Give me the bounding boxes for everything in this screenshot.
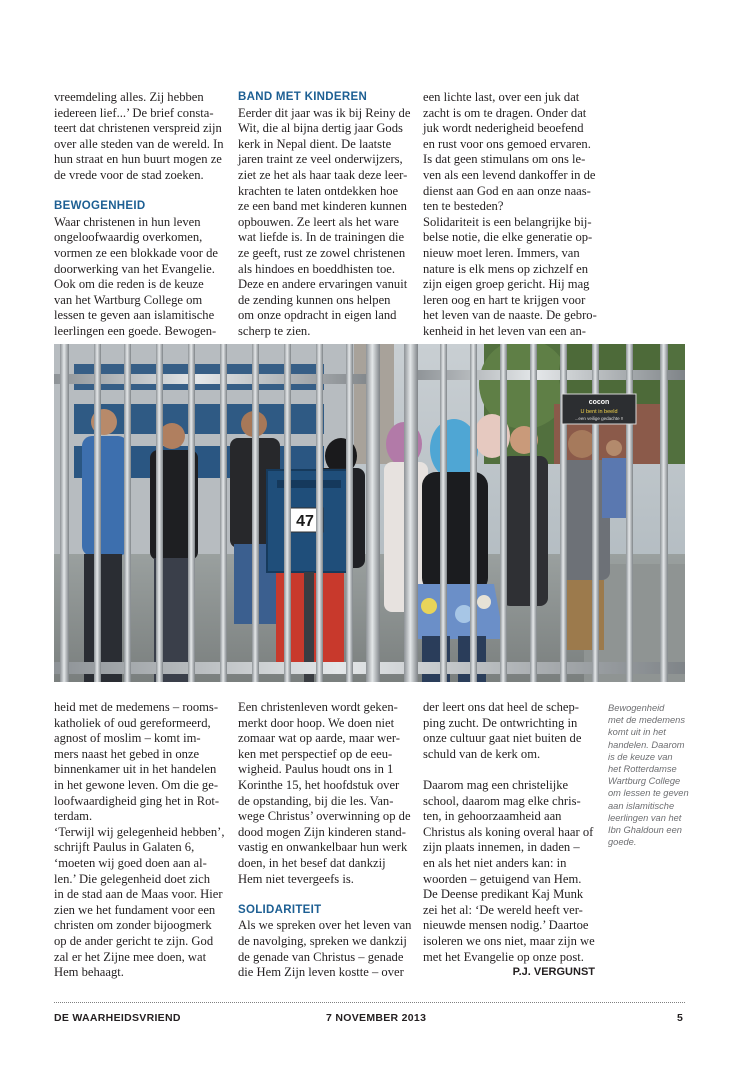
text-line: de opstanding, bij die les. Van-	[238, 793, 394, 808]
text-line: krachten te laten ontdekken hoe	[238, 183, 399, 198]
text-line: mers naast het gebed in onze	[54, 746, 200, 761]
column-2-bottom	[238, 700, 414, 981]
text-line: de zending kunnen ons helpen	[238, 292, 391, 307]
text-line: ‘moeten wij goed doen aan al-	[54, 855, 207, 870]
text-line: merkt door hoop. We doen niet	[238, 715, 395, 730]
text-line: dood mogen Zijn kinderen stand-	[238, 824, 406, 839]
text-line: het leven van de naaste. De gebro-	[423, 308, 597, 323]
text-line: leren oog en hart te krijgen voor	[423, 292, 586, 307]
text-line: leerlingen een goede. Bewogen-	[54, 323, 217, 338]
text-line: die Hem Zijn leven kostte – over	[238, 965, 404, 980]
text-line: kerk in Nepal dient. De laatste	[238, 136, 392, 151]
text-line: ze geeft, rust ze zowel christenen	[238, 245, 406, 260]
text-line: een lichte last, over een juk dat	[423, 90, 580, 104]
text-line: agnost of moslim – komt im-	[54, 731, 201, 746]
text-line: belse notie, die elke generatie op-	[423, 230, 593, 245]
text-line: onze cultuur gaat niet buiten de	[423, 731, 582, 746]
text-line: ten te besteden?	[423, 199, 504, 214]
text-line: met het Evangelie op onze post.	[423, 949, 584, 964]
text-line: zacht is om te dragen. Onder dat	[423, 105, 587, 120]
text-line: hun straat en hun buurt mogen ze	[54, 152, 222, 167]
text-line: de navolging, spreken we dankzij	[238, 933, 407, 948]
text-line: ven als een levend dankoffer in de	[423, 167, 596, 182]
caption-line: is de keuze van	[608, 751, 673, 762]
text-line: Deze en andere ervaringen vanuit	[238, 277, 408, 292]
text-line: katholiek of oud gereformeerd,	[54, 715, 211, 730]
footer-divider	[54, 1002, 685, 1003]
text-line: Solidariteit is een belangrijke bij-	[423, 214, 592, 229]
text-line: De Deense predikant Kaj Munk	[423, 887, 584, 902]
col1-intro	[54, 90, 230, 184]
text-line: juk wordt nederigheid beoefend	[423, 121, 584, 136]
text-line: Korinthe 15, het hoofdstuk over	[238, 777, 400, 792]
text-line: doen, in het besef dat dankzij	[238, 855, 386, 870]
text-line: heid met de medemens – rooms-	[54, 700, 219, 714]
text-line: nature is elk mens op zichzelf en	[423, 261, 589, 276]
text-line: kenheid in het leven van een an-	[423, 323, 586, 338]
text-line: Een christenleven wordt geken-	[238, 700, 398, 714]
text-line: len.’ Die gelegenheid doet zich	[54, 871, 211, 886]
text-line: om onze opdracht in eigen land	[238, 308, 397, 323]
text-line: zijn eigen groep gericht. Hij mag	[423, 277, 590, 292]
caption-line: komt uit in het	[608, 727, 666, 738]
caption-line: handelen. Daarom	[608, 739, 685, 750]
text-line: der leert ons dat heel de schep-	[423, 700, 579, 714]
text-line: Hem niet tevergeefs is.	[238, 871, 354, 886]
text-line: doorwerking van het Evangelie.	[54, 261, 215, 276]
column-3-bottom	[423, 700, 595, 981]
text-line: teert dat christenen verspreid zijn	[54, 121, 222, 136]
text-line: wege Christus’ overwinning op de	[238, 809, 411, 824]
text-line: Eerder dit jaar was ik bij Reiny de	[238, 105, 411, 120]
text-line: binnenkamer uit in het handelen	[54, 762, 217, 777]
text-line: schrijft Paulus in Galaten 6,	[54, 840, 195, 855]
text-line: ziet ze het als haar taak deze leer-	[238, 167, 408, 182]
text-line: ze een band met kinderen kunnen	[238, 199, 407, 214]
section-heading-solidariteit: SOLIDARITEIT	[238, 903, 322, 916]
text-line: ken met perspectief op de eeu-	[238, 746, 393, 761]
text-line: lessen te geven aan islamitische	[54, 308, 215, 323]
text-line: ongeloofwaardig overkomen,	[54, 230, 203, 245]
mailbox-number: 47	[296, 513, 314, 530]
text-line: christen om zonder bijoogmerk	[54, 918, 212, 933]
text-line: wigheid. Paulus houdt ons in 1	[238, 762, 394, 777]
text-line: over alle steden van de wereld. In	[54, 136, 224, 151]
column-3-top	[423, 90, 601, 340]
text-line: school, daarom mag elke chris-	[423, 793, 581, 808]
text-line: van het Wartburg College om	[54, 292, 203, 307]
text-line: ten, in gehoorzaamheid aan	[423, 809, 562, 824]
text-line: opbouwen. Ze leert als het ware	[238, 214, 399, 229]
footer-page-number: 5	[677, 1012, 684, 1024]
caption-line: Bewogenheid	[608, 703, 665, 713]
photo-illustration	[54, 344, 685, 682]
text-line: zien we het fundament voor een	[54, 902, 216, 917]
text-line: zomaar wat op aarde, maar wer-	[238, 731, 400, 746]
text-line: loofwaardigheid ging het in Rot-	[54, 793, 220, 808]
section-heading-bewogenheid: BEWOGENHEID	[54, 200, 146, 213]
sign-line-3: ...een veilige gedachte !!	[574, 416, 624, 421]
column-1-top	[54, 90, 230, 340]
text-line: de vrede voor de stad zoeken.	[54, 167, 204, 182]
text-line: Is dat geen stimulans om ons le-	[423, 152, 586, 167]
text-line: isoleren we ons niet, maar zijn we	[423, 933, 595, 948]
section-heading-band-met-kinderen: BAND MET KINDEREN	[238, 91, 368, 103]
text-line: zei het al: ‘De wereld heeft ver-	[423, 902, 583, 917]
text-line: zijn plaats innemen, in daden –	[423, 840, 580, 855]
text-line: iedereen lief...’ De brief consta-	[54, 105, 214, 120]
text-line: wat liefde is. In de trainingen die	[238, 230, 405, 245]
caption-line: Wartburg College	[608, 776, 681, 787]
column-1-bottom	[54, 700, 230, 981]
text-line: nieuwde mensen nodig.’ Daartoe	[423, 918, 589, 933]
text-line: ‘Terwijl wij gelegenheid hebben’,	[54, 824, 225, 839]
caption-line: goede.	[608, 837, 637, 848]
text-line: vreemdeling alles. Zij hebben	[54, 90, 204, 104]
text-line: Daarom mag een christelijke	[423, 777, 569, 792]
caption-line: het Rotterdamse	[608, 764, 677, 775]
column-2-top	[238, 90, 414, 340]
text-line: terdam.	[54, 809, 93, 824]
text-line: jaren traint ze veel onderwijzers,	[238, 152, 403, 167]
text-line: als hindoes en boeddhisten toe.	[238, 261, 396, 276]
text-line: de genade van Christus – genade	[238, 949, 404, 964]
caption-line: aan islamitische	[608, 800, 675, 811]
photo-caption	[608, 702, 700, 848]
text-line: schuld van de kerk om.	[423, 746, 541, 761]
text-line: woorden – getuigend van Hem.	[423, 871, 582, 886]
footer-date: 7 NOVEMBER 2013	[326, 1012, 427, 1024]
text-line: op de ander gericht te zijn. God	[54, 933, 214, 948]
text-line: ping zucht. De ontwrichting in	[423, 715, 578, 730]
text-line: Christus als koning overal haar of	[423, 824, 594, 839]
caption-line: om lessen te geven	[608, 788, 689, 799]
text-line: vormen ze een blokkade voor de	[54, 245, 219, 260]
text-line: Wit, die al bijna dertig jaar Gods	[238, 121, 403, 136]
text-line: zal er het Zijne mee doen, wat	[54, 949, 207, 964]
text-line: Hem behaagt.	[54, 965, 124, 980]
text-line: in de stad aan de Maas voor. Hier	[54, 887, 223, 902]
cocon-sign	[562, 394, 636, 424]
text-line: Waar christenen in hun leven	[54, 214, 201, 229]
text-line: nieuw moet leren. Immers, van	[423, 245, 580, 260]
text-line: vastig en onwankelbaar hun werk	[238, 840, 408, 855]
text-line: in het gewone leven. Om die ge-	[54, 777, 219, 792]
sign-line-2: U bent in beeld	[580, 409, 618, 415]
text-line: scherp te zien.	[238, 323, 311, 338]
caption-line: met de medemens	[608, 715, 685, 726]
caption-line: leerlingen van het	[608, 812, 682, 823]
text-line: en rust voor ons gemoed ervaren.	[423, 136, 591, 151]
article-photo	[54, 344, 685, 682]
sign-line-1: cocon	[588, 399, 610, 406]
footer-publication: DE WAARHEIDSVRIEND	[54, 1012, 181, 1024]
caption-line: Ibn Ghaldoun een	[608, 825, 682, 836]
text-line: en als het niet anders kan: in	[423, 855, 567, 870]
text-line: Als we spreken over het leven van	[238, 918, 412, 933]
text-line: Ook om die reden is de keuze	[54, 277, 204, 292]
text-line: dienst aan God en aan onze naas-	[423, 183, 591, 198]
author-signature: P.J. VERGUNST	[512, 966, 595, 979]
